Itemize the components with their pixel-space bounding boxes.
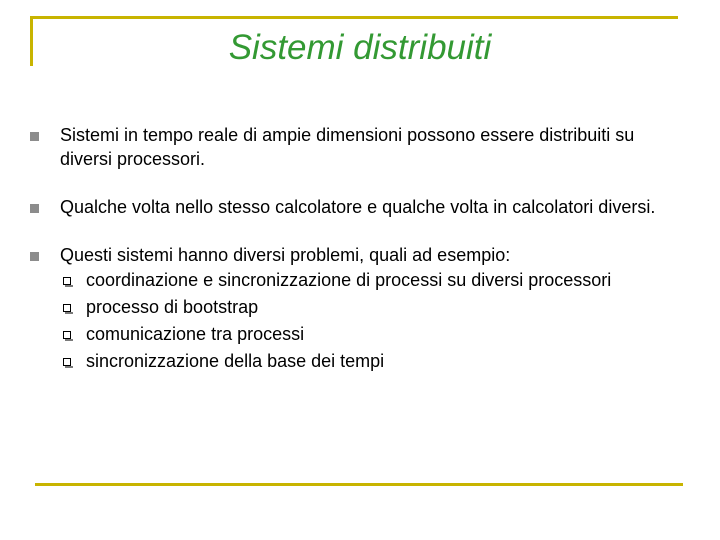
sub-bullet-text: sincronizzazione della base dei tempi [86,351,385,371]
bullet-item [30,195,690,219]
sub-bullet-item [60,267,690,294]
square-bullet-icon [30,204,39,213]
bullet-text: Sistemi in tempo reale di ampie dimensioni possono essere distribuiti su diversi processori. [60,125,635,169]
slide-content [30,123,690,375]
bullet-text: Questi sistemi hanno diversi problemi, quali ad esempio: [60,245,511,265]
sub-bullet-text: coordinazione e sincronizzazione di processi su diversi processori [86,270,612,290]
square-bullet-icon [30,252,39,261]
bullet-text: Qualche volta nello stesso calcolatore e qualche volta in calcolatori diversi. [60,197,656,217]
sub-bullet-item [60,294,690,321]
slide-title: Sistemi distribuiti [228,28,492,67]
checkbox-bullet-icon [63,304,71,312]
title-frame-top-rule [30,16,678,19]
sub-bullet-text: processo di bootstrap [86,297,259,317]
checkbox-bullet-icon [63,331,71,339]
sub-bullet-text: comunicazione tra processi [86,324,305,344]
bullet-item [30,123,690,171]
square-bullet-icon [30,132,39,141]
checkbox-bullet-icon [63,277,71,285]
sub-bullet-item [60,321,690,348]
checkbox-bullet-icon [63,358,71,366]
footer-rule [35,483,683,486]
sub-bullet-item [60,348,690,375]
bullet-item [30,243,690,375]
sub-bullet-list [60,267,690,375]
